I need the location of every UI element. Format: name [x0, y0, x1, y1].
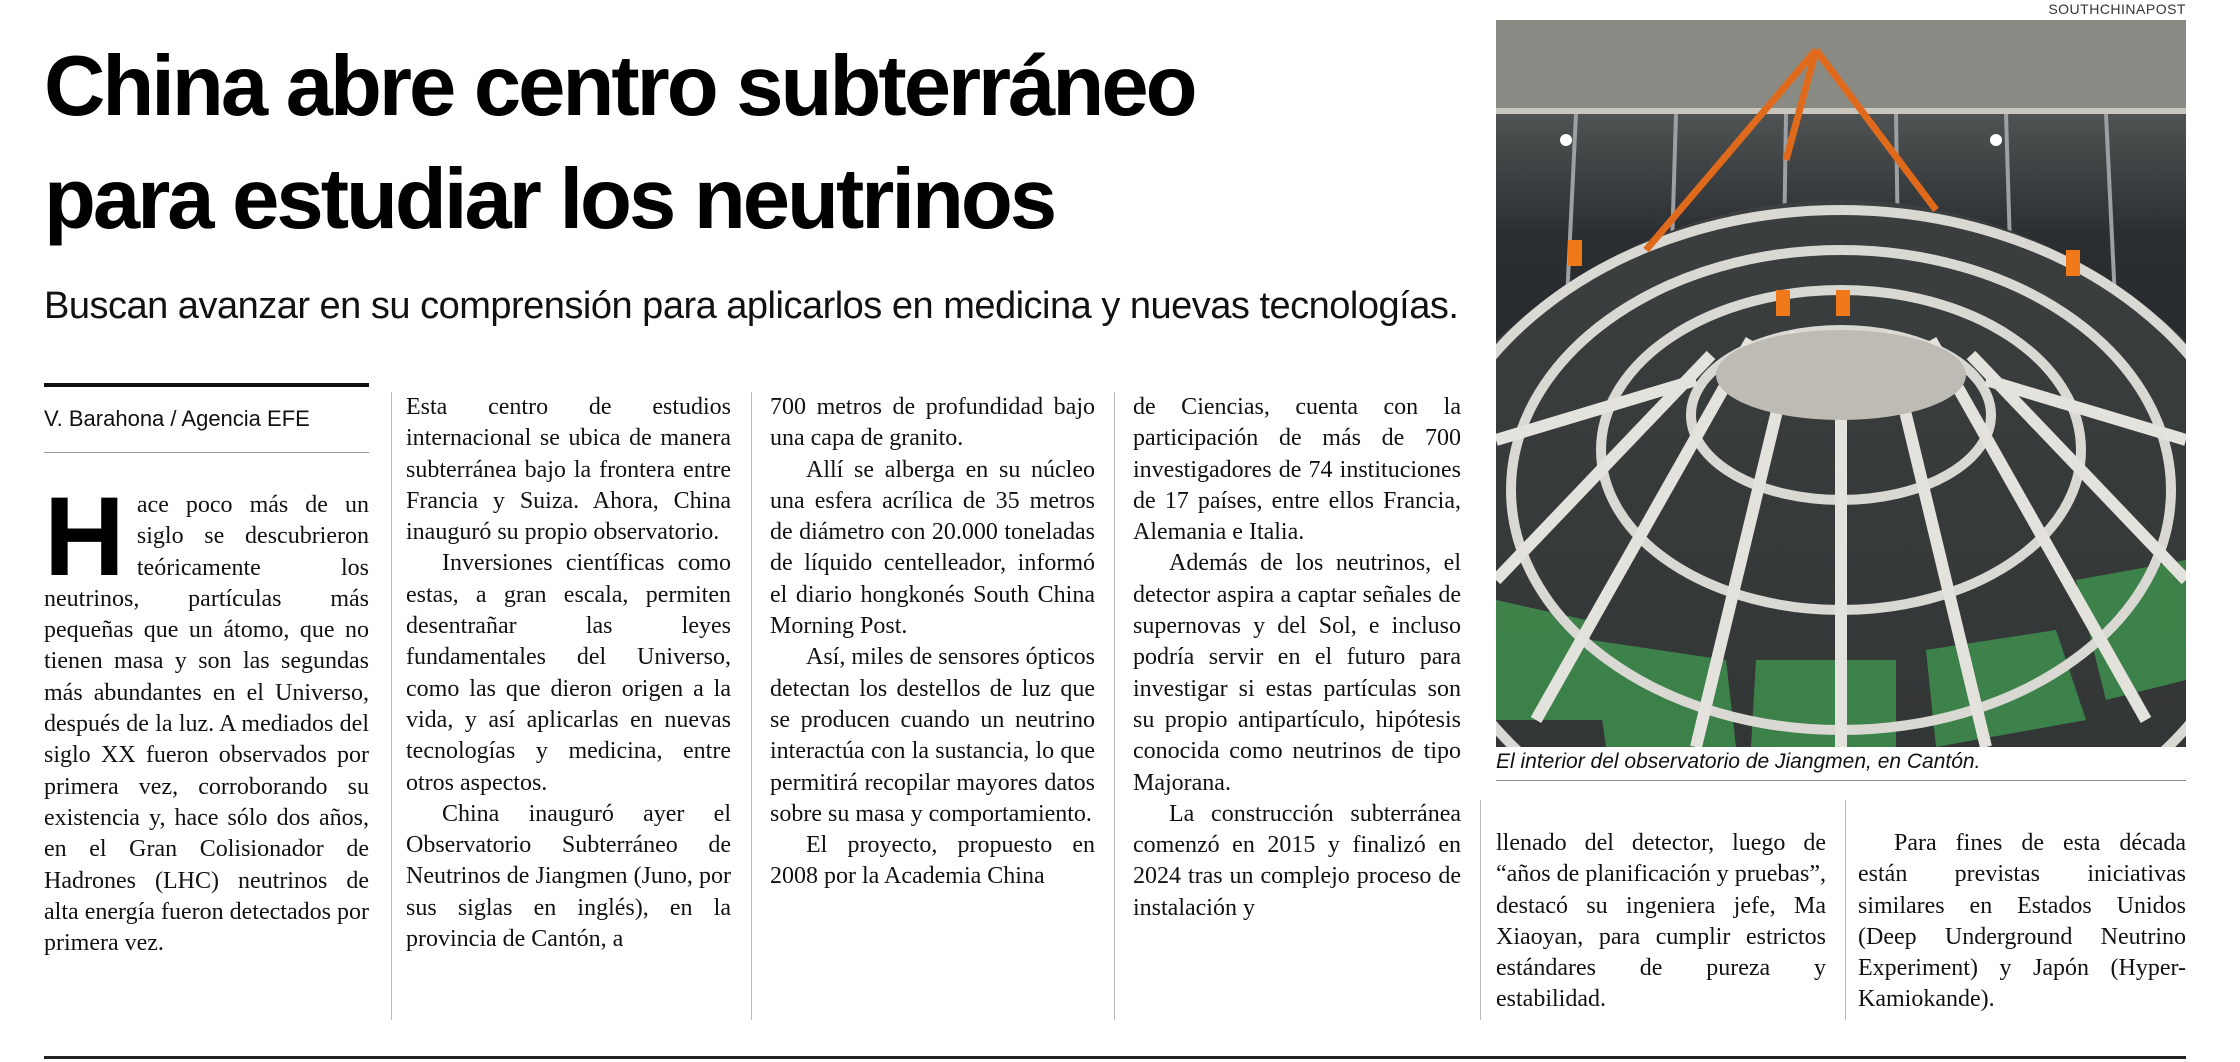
- paragraph: Inversiones científicas como estas, a gran escala, permiten desentrañar las leyes fundamentales del Universo, como las que dieron origen a la vida, y así aplicarlas en nuevas tecnologías y medicina, entre otros aspectos.: [406, 550, 731, 796]
- paragraph: Así, miles de sensores ópticos detectan los destellos de luz que se producen cuando un neutrino interactúa con la sustancia, lo que permitirá recopilar mayores datos sobre su masa y comportamiento.: [770, 644, 1095, 827]
- paragraph: La construcción subterránea comenzó en 2015 y finalizó en 2024 tras un complejo proceso de instalación y: [1133, 800, 1461, 921]
- article-column-3: [770, 392, 1095, 922]
- paragraph: llenado del detector, luego de “años de planificación y pruebas”, destacó su ingeniera jefe, Ma Xiaoyan, para cumplir estrictos estándares de pureza y estabilidad.: [1496, 830, 1826, 1013]
- caption-rule: [1496, 780, 2186, 781]
- paragraph: de Ciencias, cuenta con la participación de más de 700 investigadores de 74 instituciones de 17 países, entre ellos Francia, Alemania e Italia.: [1133, 394, 1461, 546]
- byline-top-rule: [44, 383, 369, 387]
- photo-illustration: [1496, 20, 2186, 747]
- bottom-rule: [44, 1056, 2186, 1059]
- article-column-6: [1858, 828, 2186, 1028]
- paragraph: China inauguró ayer el Observatorio Subterráneo de Neutrinos de Jiangmen (Juno, por sus siglas en inglés), en la provincia de Cantón, a: [406, 800, 731, 953]
- article-column-1: [44, 474, 369, 1020]
- headline-line-1: China abre centro subterráneo: [44, 39, 1195, 134]
- headline: [44, 30, 1464, 256]
- paragraph: Para fines de esta década están previstas iniciativas similares en Estados Unidos (Deep Underground Neutrino Experiment) y Japón (Hyper-Kamiokande).: [1858, 830, 2186, 1013]
- article-column-4: [1133, 392, 1461, 922]
- observatory-dome-photo: [1496, 20, 2186, 747]
- paragraph: Además de los neutrinos, el detector aspira a captar señales de supernovas y del Sol, e incluso podría servir en el futuro para investigar si estas partículas son su propio antipartículo, hipótesis conocida como neutrinos de tipo Majorana.: [1133, 550, 1461, 796]
- byline-bottom-rule: [44, 452, 369, 453]
- column-divider: [1480, 800, 1481, 1020]
- article-column-5: [1496, 828, 1826, 1028]
- byline: V. Barahona / Agencia EFE: [44, 406, 310, 431]
- column-divider: [1114, 392, 1115, 1020]
- article-column-2: [406, 392, 731, 953]
- photo-credit: SOUTHCHINAPOST: [2048, 1, 2186, 17]
- paragraph: ace poco más de un siglo se descubrieron teóricamente los neutrinos, partículas más pequeñas que un átomo, que no tienen masa y son las segundas más abundantes en el Universo, después de la luz. A mediados del siglo XX fueron observados por primera vez, corroborando su existencia y, hace sólo dos años, en el Gran Colisionador de Hadrones (LHC) neutrinos de alta energía fueron detectados por primera vez.: [44, 492, 369, 957]
- dropcap: H: [44, 474, 125, 599]
- paragraph: 700 metros de profundidad bajo una capa de granito.: [770, 394, 1095, 452]
- paragraph: El proyecto, propuesto en 2008 por la Academia China: [770, 832, 1095, 890]
- headline-line-2: para estudiar los neutrinos: [44, 152, 1055, 247]
- paragraph: Esta centro de estudios internacional se ubica de manera subterránea bajo la frontera entre Francia y Suiza. Ahora, China inauguró su propio observatorio.: [406, 394, 731, 546]
- subheadline: Buscan avanzar en su comprensión para aplicarlos en medicina y nuevas tecnologías.: [44, 285, 1459, 327]
- column-divider: [751, 392, 752, 1020]
- column-divider: [1845, 800, 1846, 1020]
- photo-caption: El interior del observatorio de Jiangmen, en Cantón.: [1496, 750, 1981, 773]
- column-divider: [391, 392, 392, 1020]
- paragraph: Allí se alberga en su núcleo una esfera acrílica de 35 metros de diámetro con 20.000 toneladas de líquido centelleador, informó el diario hongkonés South China Morning Post.: [770, 456, 1095, 640]
